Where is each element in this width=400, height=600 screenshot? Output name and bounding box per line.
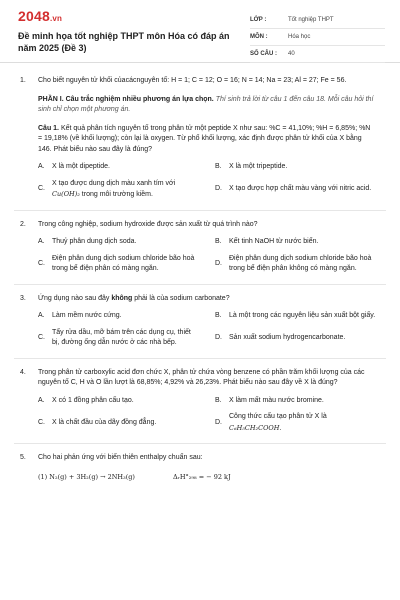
option-letter: C. bbox=[38, 259, 45, 267]
option-text: Làm mềm nước cứng. bbox=[52, 312, 122, 319]
page-header bbox=[0, 0, 400, 63]
option-d[interactable] bbox=[215, 412, 376, 434]
option-letter: B. bbox=[215, 312, 222, 319]
option-letter: D. bbox=[215, 333, 222, 341]
option-text: Điện phân dung dịch sodium chloride bão hoà trong bể điện phân không có màng ngăn. bbox=[229, 254, 372, 272]
option-c[interactable] bbox=[38, 179, 199, 201]
divider bbox=[14, 210, 386, 211]
option-letter: C. bbox=[38, 185, 45, 193]
option-letter: C. bbox=[38, 333, 45, 341]
option-b[interactable] bbox=[215, 162, 376, 173]
divider bbox=[14, 284, 386, 285]
meta-label: SỐ CÂU : bbox=[250, 51, 277, 57]
reaction-formula: (1) N₂(g) + 3H₂(g) → 2NH₃(g) bbox=[38, 472, 135, 481]
option-text-wrap bbox=[52, 179, 199, 201]
question-stem bbox=[38, 124, 376, 156]
question-text: Cho biết nguyên tử khối củacácnguyên tố: H = 1; C = 12; O = 16; N = 14; Na = 23; Al = 27; Fe = 56. bbox=[38, 77, 347, 84]
question-3 bbox=[0, 294, 400, 349]
option-letter: B. bbox=[215, 238, 222, 245]
option-text: X làm mất màu nước bromine. bbox=[229, 396, 324, 404]
question-4 bbox=[0, 368, 400, 435]
option-letter: A. bbox=[38, 312, 45, 319]
option-text: . bbox=[279, 424, 282, 432]
option-text: X là một tripeptide. bbox=[229, 163, 288, 170]
option-text: X là chất đầu của dãy đồng đẳng. bbox=[52, 418, 157, 426]
option-c[interactable] bbox=[38, 328, 199, 349]
option-letter: C. bbox=[38, 418, 45, 426]
option-text: Điện phân dung dịch sodium chloride bão hoà trong bể điện phân có màng ngăn. bbox=[52, 254, 195, 272]
reaction-enthalpy: ΔᵣH°₂₉₈ = − 92 kJ bbox=[172, 472, 231, 481]
question-number: 4. bbox=[20, 368, 26, 376]
option-letter: B. bbox=[215, 396, 222, 404]
option-b[interactable] bbox=[215, 237, 376, 248]
section-instructions bbox=[38, 95, 376, 116]
question-text-part: Ứng dụng nào sau đây bbox=[38, 294, 112, 302]
option-c[interactable] bbox=[38, 254, 199, 275]
option-b[interactable] bbox=[215, 396, 376, 407]
formula: C₆H₅CH₂COOH bbox=[229, 423, 280, 432]
divider bbox=[14, 443, 386, 444]
question-2 bbox=[0, 220, 400, 275]
emphasis-word: không bbox=[111, 294, 133, 302]
stem-text: Kết quả phân tích nguyên tố trong phân tử một peptide X như sau: %C = 41,10%; %H = 6,85%; %N = 19,18% (về khối lượng); còn lại là oxygen. Từ phổ khối lượng, xác định được phân tử khối của X bằng 146. Phát biểu nào sau đây là đúng? bbox=[38, 124, 371, 153]
meta-row-count bbox=[250, 46, 385, 63]
option-text: X là một dipeptide. bbox=[52, 163, 110, 170]
option-d[interactable] bbox=[215, 328, 376, 349]
question-text: Trong công nghiệp, sodium hydroxide được sản xuất từ quá trình nào? bbox=[38, 220, 258, 228]
answer-options bbox=[38, 311, 376, 349]
divider bbox=[14, 358, 386, 359]
option-text: Tẩy rửa dầu, mỡ bám trên các dụng cụ, thiết bị, đường ống dẫn nước ở các nhà bếp. bbox=[52, 328, 191, 346]
question-text: Trong phân tử carboxylic acid đơn chức X, phân tử chứa vòng benzene có phần trăm khối lượng của các nguyên tố C, H và O lần lượt là 68,85%; 4,92% và 26,23%. Phát biểu nào sau đây về X là đúng? bbox=[38, 368, 365, 386]
option-text: Là một trong các nguyên liệu sản xuất bột giấy. bbox=[229, 312, 376, 319]
option-text: Thuỷ phân dung dịch soda. bbox=[52, 238, 137, 245]
option-letter: D. bbox=[215, 185, 222, 193]
option-text: Công thức cấu tạo phân tử X là bbox=[229, 413, 327, 420]
option-a[interactable] bbox=[38, 237, 199, 248]
reaction-equation bbox=[38, 472, 400, 483]
option-text: Kết tinh NaOH từ nước biển. bbox=[229, 238, 319, 245]
exam-meta-table bbox=[250, 12, 385, 63]
option-letter: A. bbox=[38, 163, 45, 170]
option-letter: A. bbox=[38, 238, 45, 245]
answer-options bbox=[38, 162, 376, 201]
question-text: Cho hai phản ứng với biến thiên enthalpy chuẩn sau: bbox=[38, 454, 203, 461]
section-note: Thí sinh trả lời từ câu 1 đến câu 18. Mỗi câu hỏi thí sinh chỉ chọn một phương án. bbox=[38, 95, 374, 113]
question-number: 1. bbox=[20, 77, 26, 84]
site-logo[interactable] bbox=[18, 8, 62, 24]
option-text: X tạo được dung dịch màu xanh tím với bbox=[52, 179, 176, 187]
question-1 bbox=[0, 76, 400, 201]
question-number: 3. bbox=[20, 294, 26, 302]
formula: Cu(OH)₂ bbox=[52, 190, 80, 198]
option-text: X có 1 đồng phân cấu tạo. bbox=[52, 396, 134, 404]
option-d[interactable] bbox=[215, 179, 376, 201]
option-b[interactable] bbox=[215, 311, 376, 322]
meta-label: LỚP : bbox=[250, 17, 267, 23]
question-number: 2. bbox=[20, 220, 26, 228]
meta-row-class bbox=[250, 12, 385, 29]
question-label: Câu 1. bbox=[38, 124, 60, 132]
option-text: Sản xuất sodium hydrogencarbonate. bbox=[229, 333, 346, 341]
option-text-wrap bbox=[229, 412, 376, 434]
option-text: trong môi trường kiềm. bbox=[79, 191, 153, 198]
answer-options bbox=[38, 396, 376, 435]
question-5 bbox=[0, 453, 400, 482]
exam-title: Đề minh họa tốt nghiệp THPT môn Hóa có đáp án năm 2025 (Đề 3) bbox=[18, 31, 230, 53]
option-letter: A. bbox=[38, 396, 45, 404]
question-list bbox=[0, 76, 400, 482]
option-letter: D. bbox=[215, 418, 222, 426]
meta-label: MÔN : bbox=[250, 34, 268, 40]
option-text: X tạo được hợp chất màu vàng với nitric acid. bbox=[229, 185, 372, 193]
option-a[interactable] bbox=[38, 162, 199, 173]
option-letter: D. bbox=[215, 259, 222, 267]
option-c[interactable] bbox=[38, 412, 199, 434]
meta-row-subject bbox=[250, 29, 385, 46]
meta-value: Tốt nghiệp THPT bbox=[288, 17, 334, 23]
option-letter: B. bbox=[215, 163, 222, 170]
option-a[interactable] bbox=[38, 311, 199, 322]
question-text bbox=[38, 294, 376, 305]
answer-options bbox=[38, 237, 376, 275]
option-d[interactable] bbox=[215, 254, 376, 275]
meta-value: Hóa học bbox=[288, 34, 311, 40]
section-heading: PHẦN I. Câu trắc nghiệm nhiều phương án lựa chọn. bbox=[38, 95, 214, 103]
question-text-part: phải là của sodium carbonate? bbox=[132, 294, 230, 302]
question-number: 5. bbox=[20, 454, 26, 461]
logo-suffix: .vn bbox=[49, 14, 63, 23]
logo-main: 2048 bbox=[18, 8, 50, 24]
meta-value: 40 bbox=[288, 51, 295, 57]
option-a[interactable] bbox=[38, 396, 199, 407]
